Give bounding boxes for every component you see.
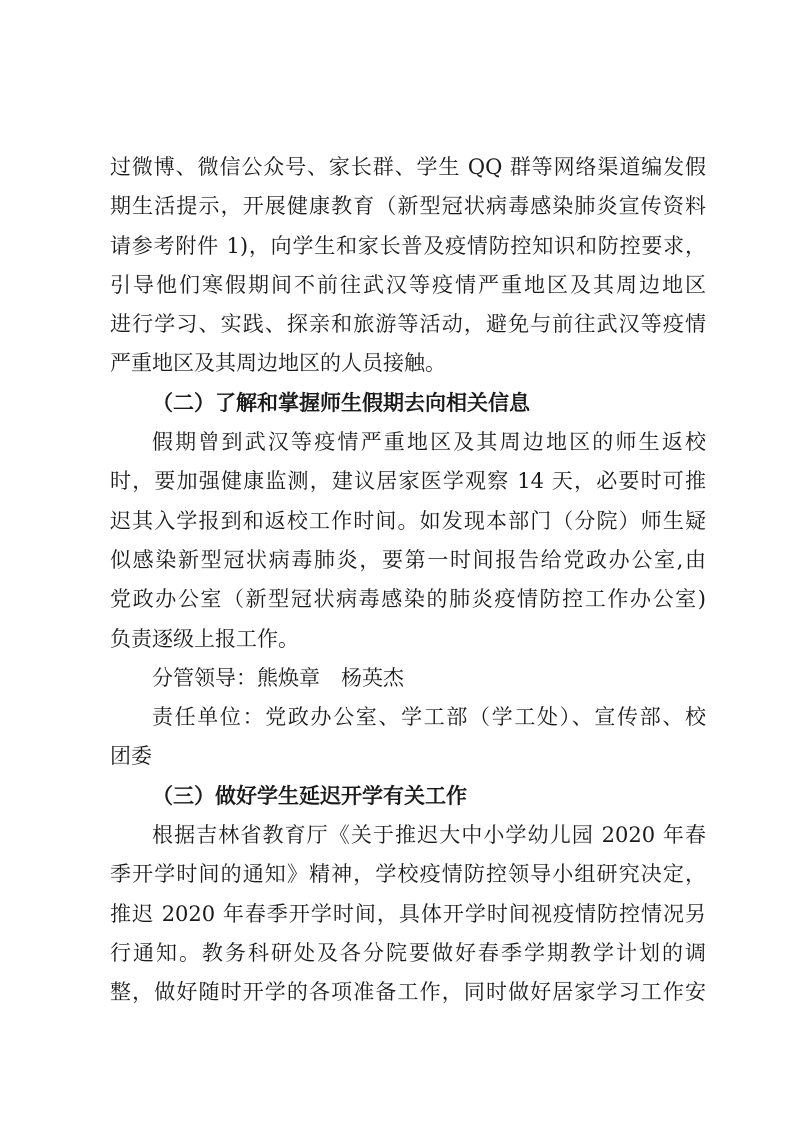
- text-line: 整，做好随时开学的各项准备工作，同时做好居家学习工作安: [110, 980, 706, 1005]
- text-line: 似感染新型冠状病毒肺炎，要第一时间报告给党政办公室,由: [110, 547, 706, 572]
- text-line: 根据吉林省教育厅《关于推迟大中小学幼儿园 2020 年春: [152, 823, 706, 848]
- text-line: 推迟 2020 年春季开学时间，具体开学时间视疫情防控情况另: [110, 901, 706, 926]
- section-heading-2: （二）了解和掌握师生假期去向相关信息: [152, 390, 530, 415]
- text-line: 假期曾到武汉等疫情严重地区及其周边地区的师生返校: [152, 430, 706, 455]
- paragraph-delayed-start: [110, 816, 706, 1012]
- text-line: 请参考附件 1)，向学生和家长普及疫情防控知识和防控要求，: [110, 233, 706, 258]
- text-line: 进行学习、实践、探亲和旅游等活动，避免与前往武汉等疫情: [110, 312, 706, 337]
- text-line: 行通知。教务科研处及各分院要做好春季学期教学计划的调: [110, 940, 706, 965]
- leaders-line: 分管领导：熊焕章 杨英杰: [152, 665, 404, 690]
- text-line: 迟其入学报到和返校工作时间。如发现本部门（分院）师生疑: [110, 508, 706, 533]
- paragraph-travel-info: [110, 423, 706, 659]
- text-line: 时，要加强健康监测，建议居家医学观察 14 天，必要时可推: [110, 469, 706, 494]
- text-line: 责任单位：党政办公室、学工部（学工处）、宣传部、校: [152, 705, 706, 730]
- text-line: 党政办公室（新型冠状病毒感染的肺炎疫情防控工作办公室): [110, 587, 706, 612]
- paragraph-health-education: [110, 148, 706, 384]
- text-line: 负责逐级上报工作。: [110, 626, 299, 651]
- text-line: 团委: [110, 744, 152, 769]
- text-line: 季开学时间的通知》精神，学校疫情防控领导小组研究决定，: [110, 862, 706, 887]
- text-line: 引导他们寒假期间不前往武汉等疫情严重地区及其周边地区: [110, 272, 706, 297]
- responsible-units: [110, 698, 706, 777]
- section-heading-3: （三）做好学生延迟开学有关工作: [152, 783, 467, 808]
- document-body: [110, 148, 706, 1013]
- text-line: 过微博、微信公众号、家长群、学生 QQ 群等网络渠道编发假: [110, 155, 706, 179]
- text-line: 严重地区及其周边地区的人员接触。: [110, 351, 446, 376]
- text-line: 期生活提示，开展健康教育（新型冠状病毒感染肺炎宣传资料: [110, 194, 706, 219]
